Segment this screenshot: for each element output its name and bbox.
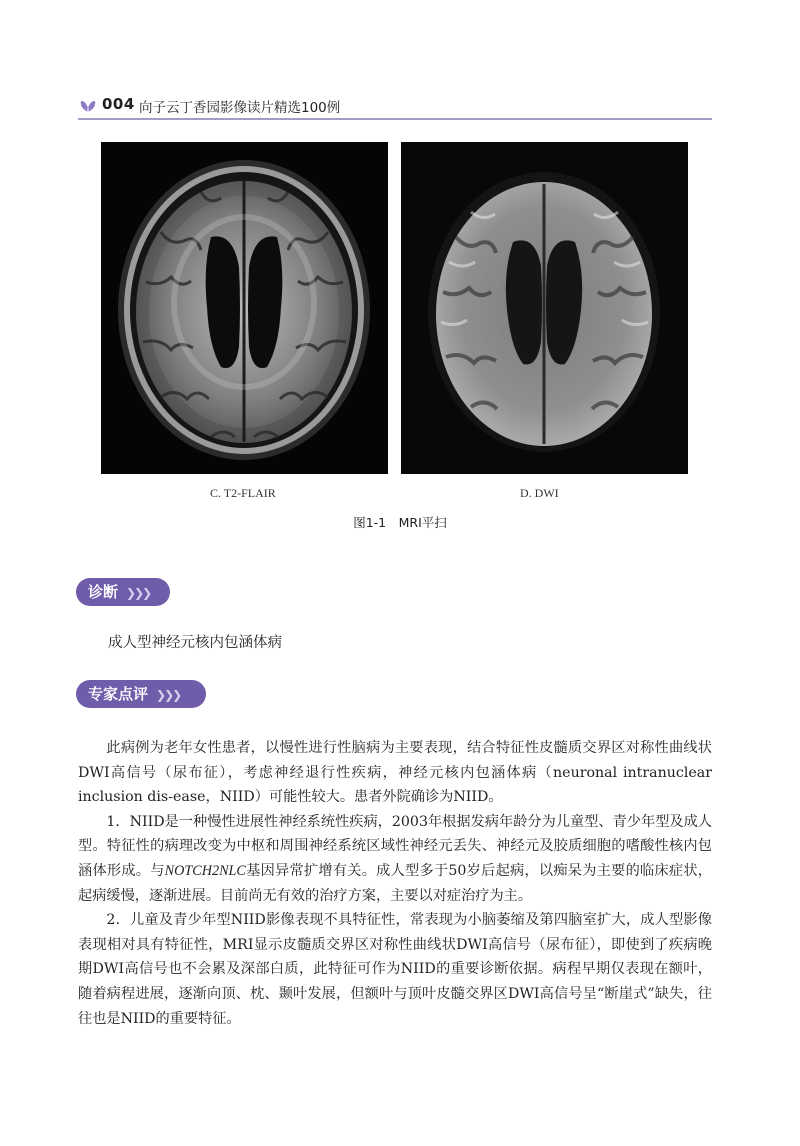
page-header xyxy=(78,92,712,120)
mri-figure xyxy=(101,142,689,474)
caption-dwi: D. DWI xyxy=(520,486,559,500)
figure-title: 图1-1 MRI平扫 xyxy=(353,515,447,530)
diagnosis-heading xyxy=(76,578,170,606)
book-title: 向子云丁香园影像读片精选100例 xyxy=(139,100,341,116)
expert-comment-body xyxy=(78,736,712,1031)
paragraph-3: 2．儿童及青少年型NIID影像表现不具特征性，常表现为小脑萎缩及第四脑室扩大，成人型影像表现相对具有特征性，MRI显示皮髓质交界区对称性曲线状DWI高信号（尿布征），即使到了疾病晚期DWI高信号也不会累及深部白质，此特征可作为NIID的重要诊断依据。病程早期仅表现在额叶，随着病程进展，逐渐向顶、枕、颞叶发展，但额叶与顶叶皮髓交界区DWI高信号呈“断崖式”缺失，往往也是NIID的重要特征。 xyxy=(78,912,712,1027)
page-number: 004 xyxy=(102,95,135,113)
paragraph-2-part-b: 基因异常扩增有关。成人型多于50岁后起病，以痴呆为主要的临床症状，起病缓慢，逐渐进展。目前尚无有效的治疗方案，主要以对症治疗为主。 xyxy=(78,862,712,904)
expert-comment-heading xyxy=(76,680,206,708)
diagnosis-heading-label: 诊断 xyxy=(88,583,119,601)
caption-t2-flair: C. T2-FLAIR xyxy=(210,486,276,500)
diagnosis-text: 成人型神经元核内包涵体病 xyxy=(108,635,282,651)
mri-dwi-image xyxy=(401,142,688,474)
mri-t2-flair-image xyxy=(101,142,388,474)
gene-name: NOTCH2NLC xyxy=(164,862,246,879)
header-rule xyxy=(78,118,712,120)
paragraph-1: 此病例为老年女性患者，以慢性进行性脑病为主要表现，结合特征性皮髓质交界区对称性曲线状DWI高信号（尿布征），考虑神经退行性疾病，神经元核内包涵体病（neuronal intranuclear inclusion dis-ease，NIID）可能性较大。患者外院确诊为NIID。 xyxy=(78,740,712,806)
paragraph-2-part-a: 1．NIID是一种慢性进展性神经系统性疾病，2003年根据发病年龄分为儿童型、青少年型及成人型。特征性的病理改变为中枢和周围神经系统区域性神经元丢失、神经元及胶质细胞的嗜酸性核内包涵体形成。与 xyxy=(78,813,712,879)
chevrons-icon: ❯❯❯ xyxy=(126,586,151,600)
expert-comment-heading-label: 专家点评 xyxy=(88,685,149,703)
paragraph-2 xyxy=(78,810,712,908)
chevrons-icon: ❯❯❯ xyxy=(156,688,181,702)
butterfly-logo-icon xyxy=(78,96,98,116)
